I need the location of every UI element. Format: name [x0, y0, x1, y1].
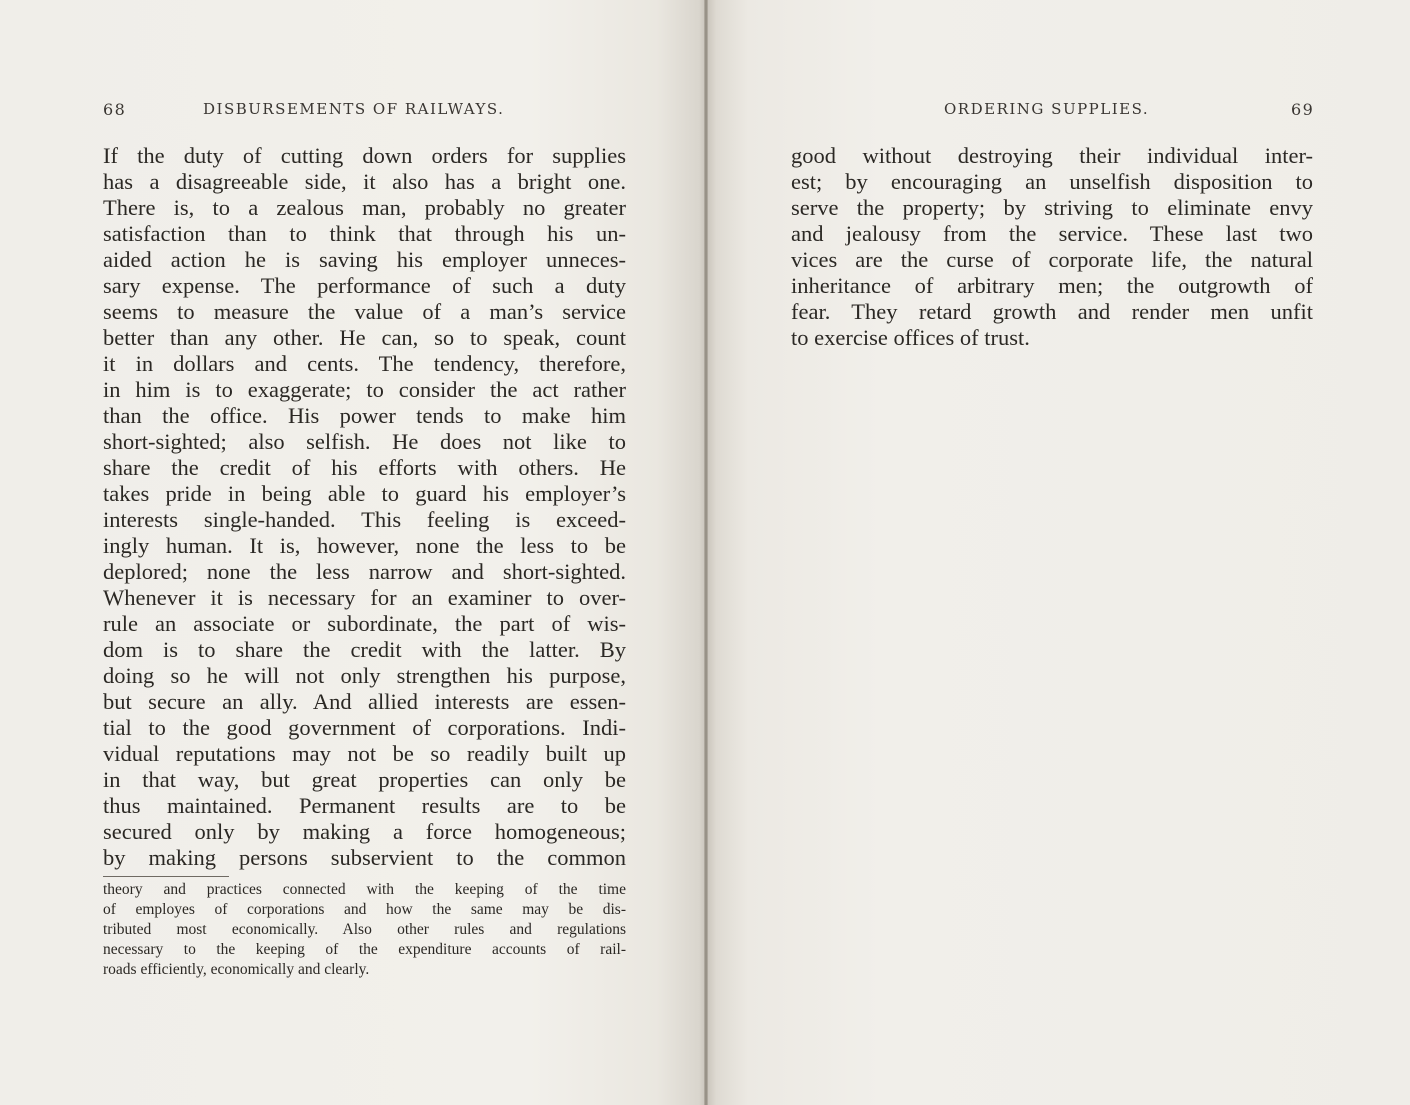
text-line: good without destroying their individual inter- [791, 143, 1313, 168]
text-line: secured only by making a force homogeneous; [103, 819, 626, 844]
right-running-head: ORDERING SUPPLIES. [944, 100, 1150, 118]
footnote-line: roads efficiently, economically and clearly. [103, 961, 370, 978]
text-line: share the credit of his efforts with others. He [103, 455, 626, 480]
right-page-number: 69 [1291, 100, 1315, 119]
text-line: fear. They retard growth and render men unfit [791, 299, 1313, 324]
left-body-text [103, 143, 626, 871]
text-line: to exercise offices of trust. [791, 325, 1030, 350]
footnote-line: of employes of corporations and how the same may be dis- [103, 901, 626, 918]
text-line: satisfaction than to think that through his un- [103, 221, 626, 246]
text-line: better than any other. He can, so to speak, count [103, 325, 626, 350]
text-line: If the duty of cutting down orders for supplies [103, 143, 626, 168]
text-line: sary expense. The performance of such a duty [103, 273, 626, 298]
text-line: There is, to a zealous man, probably no greater [103, 195, 626, 220]
footnote-line: necessary to the keeping of the expenditure accounts of rail- [103, 941, 626, 958]
text-line: and jealousy from the service. These last two [791, 221, 1313, 246]
right-body-text [791, 143, 1313, 351]
text-line: deplored; none the less narrow and short-sighted. [103, 559, 626, 584]
text-line: by making persons subservient to the common [103, 845, 626, 870]
text-line: it in dollars and cents. The tendency, therefore, [103, 351, 626, 376]
text-line: short-sighted; also selfish. He does not like to [103, 429, 626, 454]
text-line: ingly human. It is, however, none the less to be [103, 533, 626, 558]
text-line: tial to the good government of corporations. Indi- [103, 715, 626, 740]
text-line: takes pride in being able to guard his employer’s [103, 481, 626, 506]
text-line: dom is to share the credit with the latter. By [103, 637, 626, 662]
text-line: seems to measure the value of a man’s service [103, 299, 626, 324]
footnote-rule [103, 876, 229, 877]
text-line: est; by encouraging an unselfish disposition to [791, 169, 1313, 194]
text-line: in him is to exaggerate; to consider the act rather [103, 377, 626, 402]
right-page [706, 0, 1410, 1105]
text-line: than the office. His power tends to make him [103, 403, 626, 428]
text-line: Whenever it is necessary for an examiner to over- [103, 585, 626, 610]
text-line: but secure an ally. And allied interests are essen- [103, 689, 626, 714]
text-line: aided action he is saving his employer unneces- [103, 247, 626, 272]
text-line: vidual reputations may not be so readily built up [103, 741, 626, 766]
left-running-head: DISBURSEMENTS OF RAILWAYS. [203, 100, 505, 118]
footnote [103, 880, 626, 980]
text-line: in that way, but great properties can only be [103, 767, 626, 792]
text-line: interests single-handed. This feeling is exceed- [103, 507, 626, 532]
left-page-number: 68 [103, 100, 127, 119]
book-gutter [704, 0, 708, 1105]
text-line: doing so he will not only strengthen his purpose, [103, 663, 626, 688]
text-line: vices are the curse of corporate life, the natural [791, 247, 1313, 272]
footnote-line: theory and practices connected with the keeping of the time [103, 881, 626, 898]
text-line: thus maintained. Permanent results are to be [103, 793, 626, 818]
text-line: has a disagreeable side, it also has a bright one. [103, 169, 626, 194]
text-line: serve the property; by striving to eliminate envy [791, 195, 1313, 220]
footnote-line: tributed most economically. Also other rules and regulations [103, 921, 626, 938]
text-line: inheritance of arbitrary men; the outgrowth of [791, 273, 1313, 298]
text-line: rule an associate or subordinate, the part of wis- [103, 611, 626, 636]
